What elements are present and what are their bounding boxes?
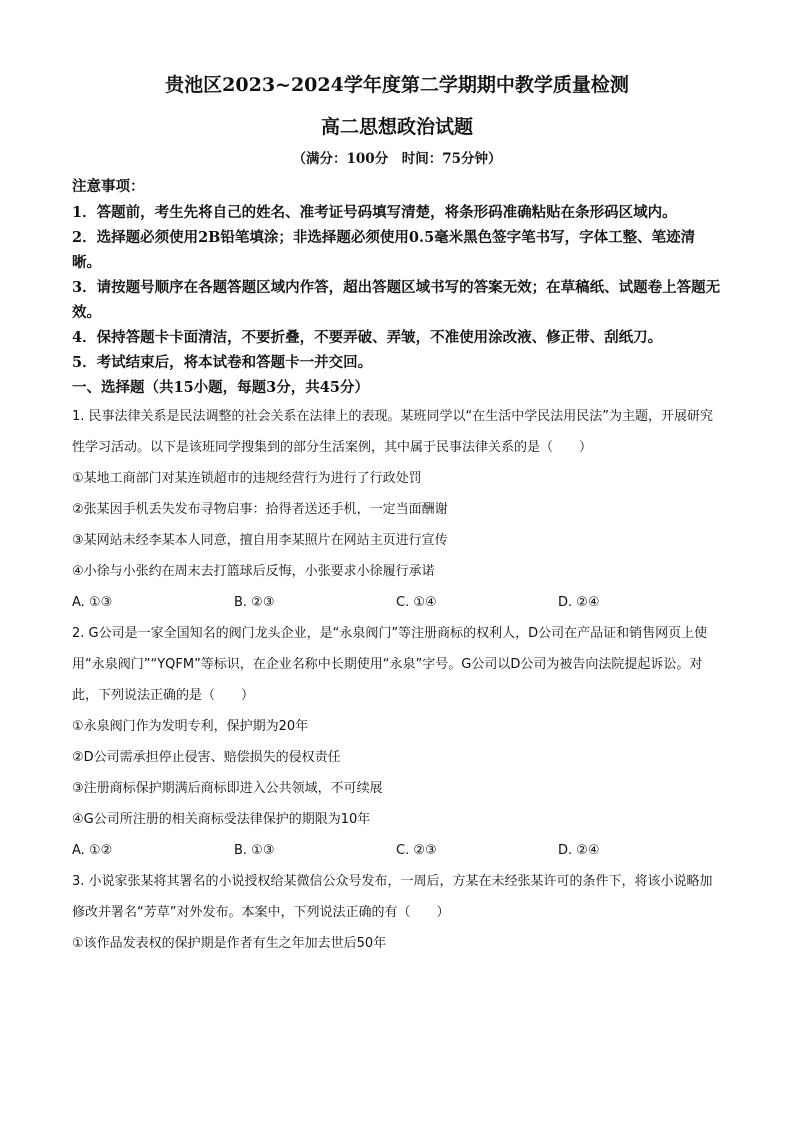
exam-meta: （满分：100分 时间：75分钟）	[292, 151, 502, 167]
notice-item: 5．考试结束后，将本试卷和答题卡一并交回。	[72, 354, 373, 371]
exam-subject: 高二思想政治试题	[320, 116, 473, 138]
choice-b: B. ②③	[234, 595, 275, 610]
question-option: ④G公司所注册的相关商标受法律保护的期限为10年	[72, 812, 371, 827]
question-2	[72, 618, 722, 866]
question-option: ③注册商标保护期满后商标即进入公共领域，不可续展	[72, 781, 383, 796]
choice-d: D. ②④	[558, 843, 600, 858]
choice-c: C. ②③	[396, 843, 437, 858]
question-1	[72, 401, 722, 618]
question-option: ④小徐与小张约在周末去打篮球后反悔，小张要求小徐履行承诺	[72, 564, 435, 579]
answer-choices	[72, 587, 722, 618]
notice-heading: 注意事项：	[72, 178, 145, 195]
choice-c: C. ①④	[396, 595, 437, 610]
question-option: ①某地工商部门对某连锁超市的违规经营行为进行了行政处罚	[72, 471, 422, 486]
question-stem: 2. G公司是一家全国知名的阀门龙头企业，是“永泉阀门”等注册商标的权利人，D公司在产品证和销售网页上使用“永泉阀门”“YQFM”等标识，在企业名称中长期使用“永泉”字号。G公司以D公司为被告向法院提起诉讼。对此，下列说法正确的是（ ）	[72, 626, 708, 703]
notice-item: 2．选择题必须使用2B铅笔填涂；非选择题必须使用0.5毫米黑色签字笔书写，字体工整、笔迹清晰。	[72, 229, 696, 271]
question-option: ③某网站未经李某本人同意，擅自用李某照片在网站主页进行宣传	[72, 533, 448, 548]
notice-block	[72, 174, 722, 375]
question-stem: 1. 民事法律关系是民法调整的社会关系在法律上的表现。某班同学以“在生活中学民法用民法”为主题，开展研究性学习活动。以下是该班同学搜集到的部分生活案例，其中属于民事法律关系的是（ ）	[72, 409, 714, 455]
answer-choices	[72, 835, 722, 866]
notice-item: 1．答题前，考生先将自己的姓名、准考证号码填写清楚，将条形码准确粘贴在条形码区域内。	[72, 204, 677, 221]
choice-a: A. ①②	[72, 843, 113, 858]
choice-a: A. ①③	[72, 595, 113, 610]
question-stem: 3. 小说家张某将其署名的小说授权给某微信公众号发布，一周后，方某在未经张某许可的条件下，将该小说略加修改并署名“芳草”对外发布。本案中，下列说法正确的有（ ）	[72, 874, 713, 920]
question-option: ②D公司需承担停止侵害、赔偿损失的侵权责任	[72, 750, 341, 765]
question-3	[72, 866, 722, 959]
notice-item: 3．请按题号顺序在各题答题区域内作答，超出答题区域书写的答案无效；在草稿纸、试题卷上答题无效。	[72, 279, 721, 321]
choice-d: D. ②④	[558, 595, 600, 610]
choice-b: B. ①③	[234, 843, 275, 858]
question-option: ①永泉阀门作为发明专利，保护期为20年	[72, 719, 309, 734]
notice-item: 4．保持答题卡卡面清洁，不要折叠，不要弄破、弄皱，不准使用涂改液、修正带、刮纸刀。	[72, 329, 663, 346]
question-option: ②张某因手机丢失发布寻物启事：拾得者送还手机，一定当面酬谢	[72, 502, 448, 517]
question-option: ①该作品发表权的保护期是作者有生之年加去世后50年	[72, 936, 387, 951]
section-heading: 一、选择题（共15小题，每题3分，共45分）	[72, 379, 369, 396]
exam-title: 贵池区2023~2024学年度第二学期期中教学质量检测	[165, 74, 629, 96]
